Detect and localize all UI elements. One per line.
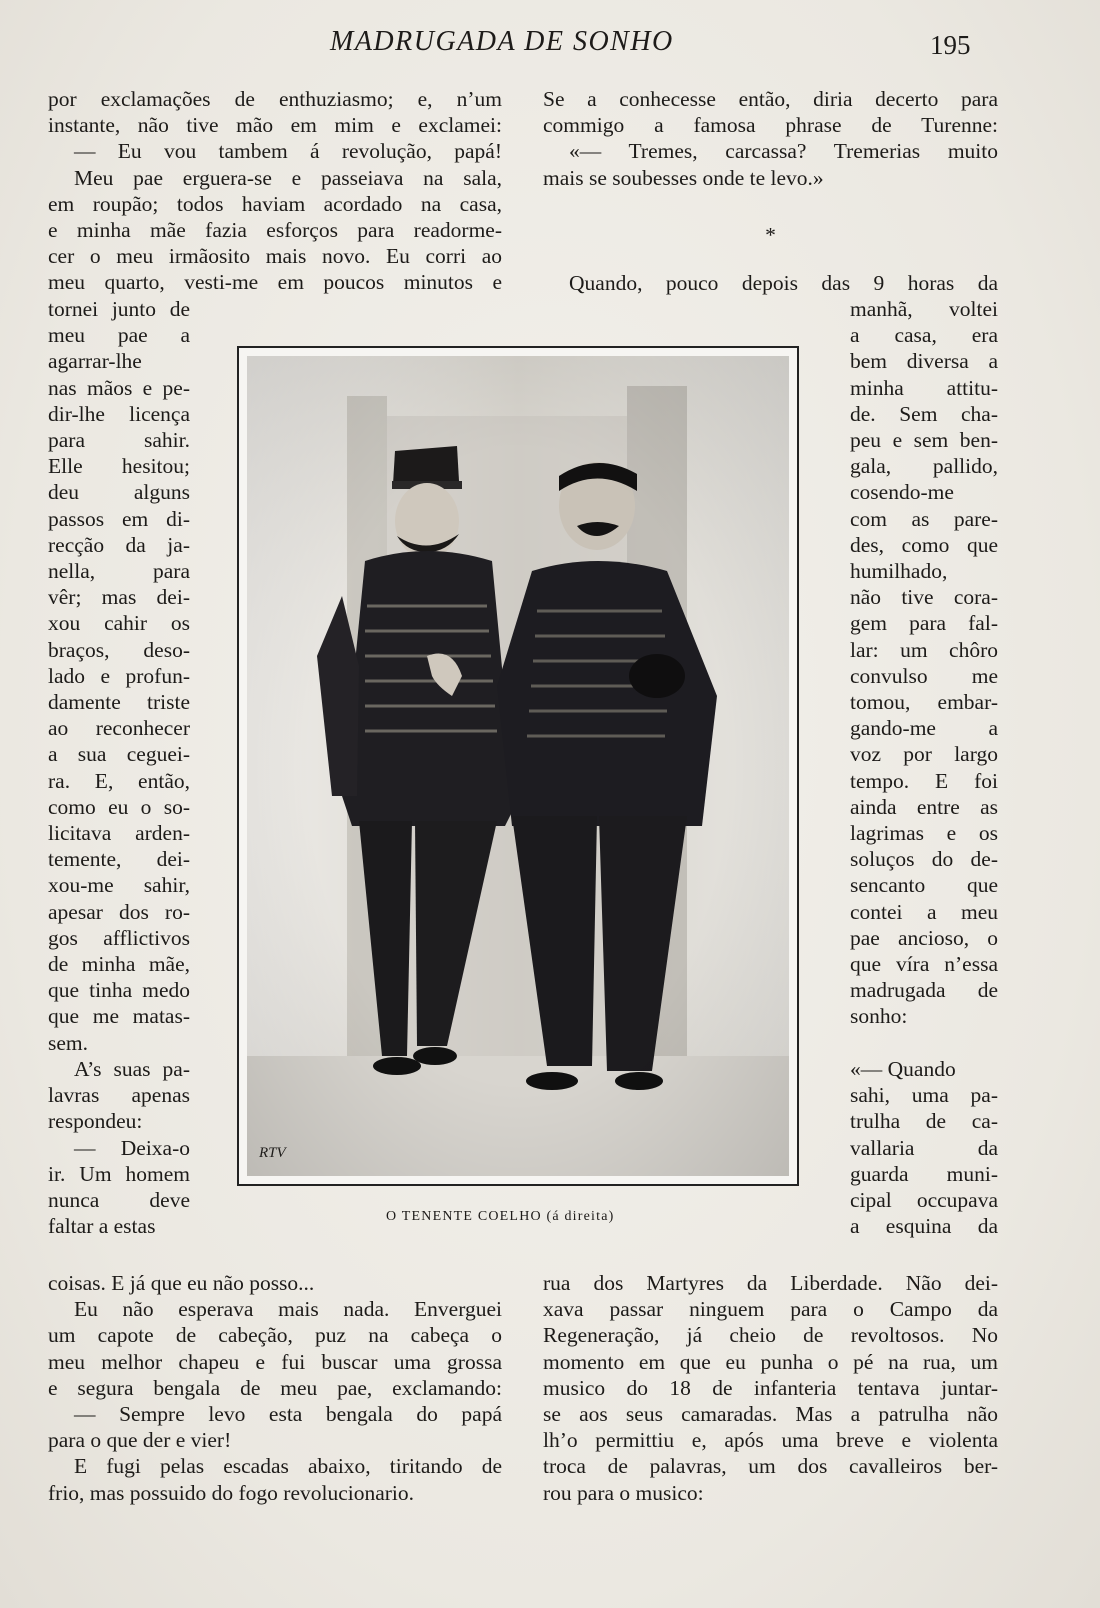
text-line: xou-me sahir,	[48, 873, 190, 898]
text-line: sem.	[48, 1030, 89, 1055]
text-line: bem diversa a	[850, 349, 998, 374]
text-line: voz por largo	[850, 742, 998, 767]
text-line: musico do 18 de infanteria tentava juntar-	[543, 1375, 998, 1400]
text-line: Regeneração, já cheio de revoltosos. No	[543, 1323, 998, 1348]
text-line: guarda muni-	[850, 1161, 998, 1186]
left-column-bottom-text	[48, 1270, 502, 1506]
text-line: ir. Um homem	[48, 1161, 190, 1186]
text-line: que me matas-	[48, 1004, 190, 1029]
text-line: meu quarto, vesti-me em poucos minutos e	[48, 270, 502, 295]
text-line: madrugada de	[850, 978, 998, 1003]
text-line: lh’o permittiu e, após uma breve e violenta	[543, 1428, 998, 1453]
section-break	[543, 222, 998, 248]
text-line: des, como que	[850, 532, 998, 557]
text-line: não tive cora-	[850, 585, 998, 610]
section-break-star: *	[765, 223, 776, 247]
text-line: deu alguns	[48, 480, 190, 505]
right-column-bottom-text	[543, 1270, 998, 1506]
text-line: recção da ja-	[48, 532, 190, 557]
text-line: nunca deve	[48, 1187, 190, 1212]
text-line: mais se soubesses onde te levo.»	[543, 165, 824, 190]
text-line: trulha de ca-	[850, 1109, 998, 1134]
text-line: ainda entre as	[850, 794, 998, 819]
text-line: Elle hesitou;	[48, 454, 190, 479]
text-line: Eu não esperava mais nada. Enverguei	[74, 1297, 502, 1322]
text-line: para o que der e vier!	[48, 1428, 232, 1453]
text-line: meu pae a	[48, 323, 190, 348]
text-line: commigo a famosa phrase de Turenne:	[543, 113, 998, 138]
text-line: momento em que eu punha o pé na rua, um	[543, 1349, 998, 1374]
two-officers-illustration	[247, 356, 789, 1176]
text-line: a sua ceguei-	[48, 742, 190, 767]
text-line: como eu o so-	[48, 794, 190, 819]
text-line: tempo. E foi	[850, 768, 998, 793]
text-line: respondeu:	[48, 1109, 143, 1134]
text-line: Se a conhecesse então, diria decerto para	[543, 87, 998, 111]
text-line: temente, dei-	[48, 847, 190, 872]
text-line: que víra n’essa	[850, 952, 998, 977]
text-line: minha attitu-	[850, 375, 998, 400]
text-line: pae ancioso, o	[850, 925, 998, 950]
text-line: manhã, voltei	[850, 297, 998, 321]
text-line: e segura bengala de meu pae, exclamando:	[48, 1375, 502, 1400]
text-line: tomou, embar-	[850, 690, 998, 715]
text-line: gando-me a	[850, 716, 998, 741]
text-line: tornei junto de	[48, 297, 190, 321]
text-line: nas mãos e pe-	[48, 375, 190, 400]
text-line: ra. E, então,	[48, 768, 190, 793]
text-line: peu e sem ben-	[850, 428, 998, 453]
text-line: «— Tremes, carcassa? Tremerias muito	[569, 139, 998, 164]
left-column-top-text	[48, 86, 502, 296]
text-line: licitava arden-	[48, 821, 190, 846]
text-line: faltar a estas	[48, 1214, 156, 1239]
text-line: «— Quando	[850, 1056, 956, 1081]
text-line: rua dos Martyres da Liberdade. Não dei-	[543, 1271, 998, 1295]
text-line: Meu pae erguera-se e passeiava na sala,	[74, 165, 502, 190]
text-line: meu melhor chapeu e fui buscar uma grossa	[48, 1349, 502, 1374]
text-line: contei a meu	[850, 899, 998, 924]
text-line: de. Sem cha-	[850, 401, 998, 426]
text-line: coisas. E já que eu não posso...	[48, 1271, 315, 1295]
text-line: passos em di-	[48, 506, 190, 531]
text-line: damente triste	[48, 690, 190, 715]
text-line: lado e profun-	[48, 663, 190, 688]
text-line: por exclamações de enthuziasmo; e, n’um	[48, 87, 502, 111]
text-line	[850, 1030, 998, 1056]
text-line: ao reconhecer	[48, 716, 190, 741]
text-line: E fugi pelas escadas abaixo, tiritando de	[74, 1454, 502, 1479]
text-line: cer o meu irmãosito mais novo. Eu corri ao	[48, 244, 502, 269]
text-line: com as pare-	[850, 506, 998, 531]
text-line: nella, para	[48, 559, 190, 584]
text-line: — Deixa-o	[74, 1135, 190, 1160]
left-column-narrow-text	[48, 296, 190, 1239]
right-column-opening	[543, 270, 998, 296]
text-line: gem para fal-	[850, 611, 998, 636]
text-line: lar: um chôro	[850, 637, 998, 662]
photograph-frame	[237, 346, 799, 1186]
text-line: lavras apenas	[48, 1083, 190, 1108]
paragraph-line: Quando, pouco depois das 9 horas da	[569, 271, 998, 295]
text-line: vêr; mas dei-	[48, 585, 190, 610]
artist-monogram: RTV	[259, 1145, 286, 1161]
text-line: soluços do de-	[850, 847, 998, 872]
text-line: humilhado,	[850, 559, 948, 584]
text-line: que tinha medo	[48, 978, 190, 1003]
text-line: cosendo-me	[850, 480, 954, 505]
text-line: gala, pallido,	[850, 454, 998, 479]
text-line: xava passar ninguem para o Campo da	[543, 1297, 998, 1322]
text-line: convulso me	[850, 663, 998, 688]
text-line: um capote de cabeção, puz na cabeça o	[48, 1323, 502, 1348]
right-column-narrow-text	[850, 296, 998, 1239]
text-line: A’s suas pa-	[74, 1056, 190, 1081]
text-line: em roupão; todos haviam acordado na casa,	[48, 191, 502, 216]
text-line: apesar dos ro-	[48, 899, 190, 924]
text-line: frio, mas possuido do fogo revolucionario.	[48, 1480, 415, 1505]
text-line: sahi, uma pa-	[850, 1083, 998, 1108]
photo-caption-text: O TENENTE COELHO (á direita)	[386, 1209, 615, 1224]
text-line: se aos seus camaradas. Mas a patrulha não	[543, 1402, 998, 1427]
text-line: agarrar-lhe	[48, 349, 142, 374]
text-line: a casa, era	[850, 323, 998, 348]
text-line: dir-lhe licença	[48, 401, 190, 426]
right-column-top-text	[543, 86, 998, 191]
text-line: xou cahir os	[48, 611, 190, 636]
running-header-title: MADRUGADA DE SONHO	[330, 26, 674, 57]
text-line: gos afflictivos	[48, 925, 190, 950]
text-line: lagrimas e os	[850, 821, 998, 846]
text-line: instante, não tive mão em mim e exclamei:	[48, 113, 502, 138]
text-line: de minha mãe,	[48, 952, 190, 977]
text-line: braços, deso-	[48, 637, 190, 662]
text-line: a esquina da	[850, 1214, 998, 1239]
photo-caption	[386, 1205, 615, 1225]
text-line: para sahir.	[48, 428, 190, 453]
text-line: e minha mãe fazia esforços para readorme-	[48, 218, 502, 243]
text-line: sonho:	[850, 1004, 908, 1029]
page-number: 195	[930, 30, 971, 60]
text-line: — Eu vou tambem á revolução, papá!	[74, 139, 502, 164]
text-line: vallaria da	[850, 1135, 998, 1160]
text-line: rou para o musico:	[543, 1480, 704, 1505]
halftone-photograph	[247, 356, 789, 1176]
text-line: sencanto que	[850, 873, 998, 898]
text-line: troca de palavras, um dos cavalleiros ber-	[543, 1454, 998, 1479]
text-line: cipal occupava	[850, 1187, 998, 1212]
text-line: — Sempre levo esta bengala do papá	[74, 1402, 502, 1427]
